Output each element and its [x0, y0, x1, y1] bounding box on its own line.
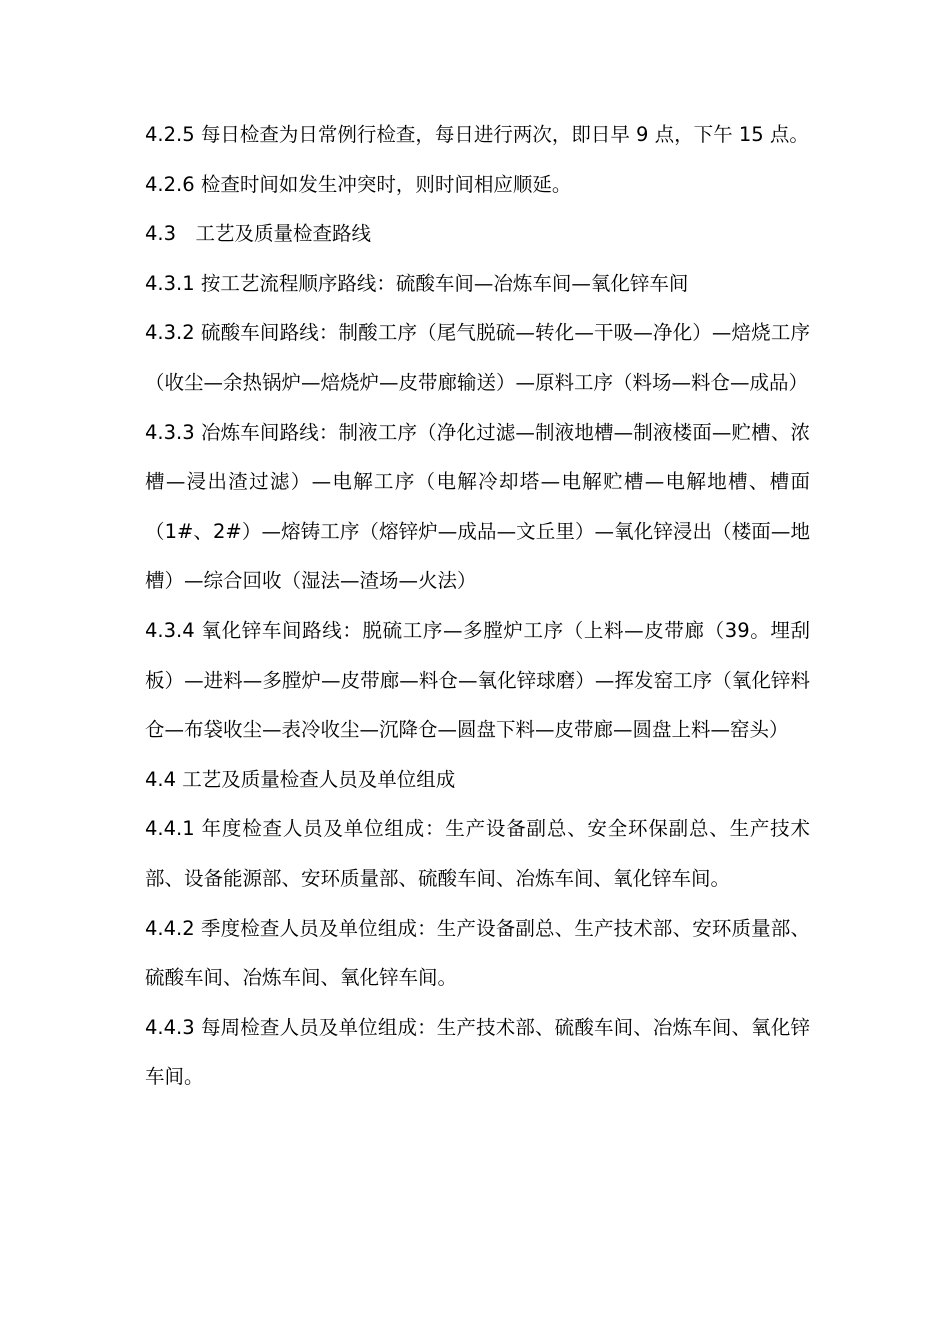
document-body [145, 110, 810, 1102]
paragraph-4-2-6: 4.2.6 检查时间如发生冲突时，则时间相应顺延。 [145, 172, 572, 196]
paragraph-4-4-1: 4.4.1 年度检查人员及单位组成：生产设备副总、安全环保副总、生产技术部、设备能源部、安环质量部、硫酸车间、冶炼车间、氧化锌车间。 [145, 817, 810, 890]
paragraph-4-4-2: 4.4.2 季度检查人员及单位组成：生产设备副总、生产技术部、安环质量部、硫酸车间、冶炼车间、氧化锌车间。 [145, 916, 810, 990]
section-heading-4-4: 4.4 工艺及质量检查人员及单位组成 [145, 767, 456, 791]
section-heading-4-3: 4.3 工艺及质量检查路线 [145, 222, 372, 246]
paragraph-4-3-3: 4.3.3 冶炼车间路线：制液工序（净化过滤—制液地槽—制液楼面—贮槽、浓槽—浸出渣过滤）—电解工序（电解冷却塔—电解贮槽—电解地槽、槽面（1#、2#）—熔铸工序（熔锌炉—成品—文丘里）—氧化锌浸出（楼面—地槽）—综合回收（湿法—渣场—火法） [145, 420, 810, 593]
paragraph-4-3-1: 4.3.1 按工艺流程顺序路线：硫酸车间—冶炼车间—氧化锌车间 [145, 271, 689, 295]
paragraph-4-2-5: 4.2.5 每日检查为日常例行检查，每日进行两次，即日早 9 点，下午 15 点。 [145, 123, 809, 146]
paragraph-4-4-3: 4.4.3 每周检查人员及单位组成：生产技术部、硫酸车间、冶炼车间、氧化锌车间。 [145, 1015, 810, 1089]
paragraph-4-3-2: 4.3.2 硫酸车间路线：制酸工序（尾气脱硫—转化—干吸—净化）—焙烧工序（收尘—余热锅炉—焙烧炉—皮带廊输送）—原料工序（料场—料仓—成品） [145, 321, 810, 394]
paragraph-4-3-4: 4.3.4 氧化锌车间路线：脱硫工序—多膛炉工序（上料—皮带廊（39。埋刮板）—进料—多膛炉—皮带廊—料仓—氧化锌球磨）—挥发窑工序（氧化锌料仓—布袋收尘—表冷收尘—沉降仓—圆盘下料—皮带廊—圆盘上料—窑头） [145, 618, 810, 742]
